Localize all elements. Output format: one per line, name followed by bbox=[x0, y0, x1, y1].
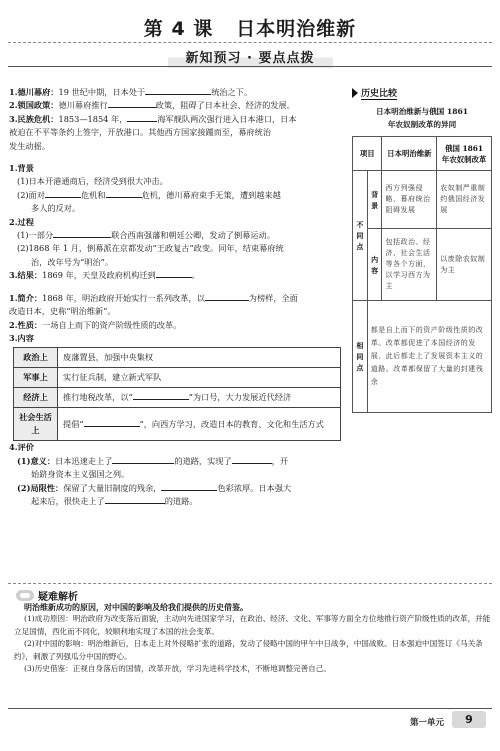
background-line-1: 1.德川幕府：19 世纪中期，日本处于 统治之下。 bbox=[9, 87, 253, 97]
intro-line: 1.简介：1868 年，明治政府开始实行一系列改革，以 为榜样，全面 bbox=[9, 292, 298, 303]
unit-label: 第一单元 bbox=[409, 718, 444, 728]
nature-line: 2.性质：一场自上而下的资产阶级性质的改革。 bbox=[9, 319, 182, 330]
comparison-table bbox=[352, 136, 492, 413]
sidebar-heading: 历史比较 bbox=[352, 86, 492, 100]
subheading-evaluation: 4.评价 bbox=[9, 442, 34, 453]
background-line-3: 3.民族危机：1853—1854 年， 海军舰队两次强行进入日本港口，日本 bbox=[9, 113, 297, 124]
answer-blank[interactable] bbox=[133, 391, 189, 400]
table-row: 军事上 实行征兵制，建立新式军队 bbox=[14, 368, 341, 388]
answer-blank[interactable] bbox=[161, 482, 217, 491]
answer-blank[interactable] bbox=[127, 113, 157, 122]
top-divider bbox=[8, 42, 492, 43]
text-line: 治，改年号为“明治”。 bbox=[31, 256, 114, 267]
reform-content-table bbox=[13, 347, 341, 441]
page-footer bbox=[0, 708, 500, 732]
text-line: (1)意义：日本迅速走上了 的道路，实现了 ，开 bbox=[17, 455, 289, 466]
analysis-paragraph: (3)历史借鉴：正视自身落后的国情，改革开放，学习先进科学技术，不断地调整完善自己。 bbox=[24, 664, 331, 674]
answer-blank[interactable] bbox=[53, 229, 111, 238]
table-row: 内容 包括政治、经济、社会生活等各个方面，以学习西方为主 以废除农奴制为主 bbox=[353, 229, 492, 301]
analysis-question: 明治维新成功的原因，对中国的影响及给我们提供的历史借鉴。 bbox=[24, 602, 248, 612]
text-line: (2)1868 年 1 月，倒幕派在京都发动“王政复古”政变。同年，结束幕府统 bbox=[17, 243, 284, 254]
text-line: 起来后，很快走上了 的道路。 bbox=[31, 495, 198, 506]
page-title: 第 4 课 日本明治维新 bbox=[143, 18, 357, 40]
table-row: 政治上 废藩置县，加强中央集权 bbox=[14, 348, 341, 368]
table-row: 项目 日本明治维新 俄国 1861 年农奴制改革 bbox=[353, 137, 492, 171]
text-line: 多人的反对。 bbox=[31, 203, 81, 214]
text-line: 被迫在不平等条约上签字，开放港口。其他西方国家接踵而至，幕府统治 bbox=[9, 127, 272, 138]
subheading-process: 2.过程 bbox=[9, 216, 34, 227]
table-row: 社会生活上 提倡“ ”，向西方学习，改造日本的教育、文化和生活方式 bbox=[14, 408, 341, 441]
table-row: 经济上 推行地税改革，以“ ”为口号，大力发展近代经济 bbox=[14, 388, 341, 408]
text-line: 发生动摇。 bbox=[9, 140, 50, 151]
page-number: 9 bbox=[452, 711, 486, 728]
analysis-paragraph: (1)成功原因：明治政府为改变落后面貌，主动向先进国家学习，在政治、经济、文化、军事等方面全方位地推行资产阶级性质的改革，并能立足国情，西化而不同化，较顺利地实现了本国的社会变革。 bbox=[14, 614, 491, 636]
text-line: 始跻身资本主义强国之列。 bbox=[31, 469, 130, 480]
subheading-content: 3.内容 bbox=[9, 332, 34, 343]
answer-blank[interactable] bbox=[106, 189, 142, 198]
answer-blank[interactable] bbox=[108, 99, 156, 108]
answer-blank[interactable] bbox=[205, 292, 249, 301]
answer-blank[interactable] bbox=[84, 418, 140, 427]
answer-blank[interactable] bbox=[45, 189, 81, 198]
answer-blank[interactable] bbox=[105, 495, 165, 504]
background-line-2: 2.锁国政策：德川幕府推行 政策，阻碍了日本社会、经济的发展。 bbox=[9, 100, 295, 111]
history-comparison-sidebar bbox=[352, 86, 492, 413]
speech-bubble-icon bbox=[16, 590, 34, 601]
text-line: (1)日本开港通商后，经济受到很大冲击。 bbox=[17, 176, 168, 187]
text-line: (2)面对 危机和 危机，德川幕府束手无策，遭到越来越 bbox=[17, 189, 281, 200]
section-heading: 新知预习 · 要点点拨 bbox=[168, 45, 333, 68]
analysis-paragraph: (2)对中国的影响：明治维新后，日本走上对外侵略扩张的道路，发动了侵略中国的甲午中日战争，中国战败。日本强迫中国签订《马关条约》，刺激了列强瓜分中国的野心。 bbox=[14, 639, 483, 661]
difficult-analysis-box bbox=[8, 583, 492, 697]
answer-blank[interactable] bbox=[145, 86, 211, 95]
answer-blank[interactable] bbox=[156, 269, 192, 278]
section-divider bbox=[8, 66, 492, 67]
text-line: 改造日本，史称“明治维新”。 bbox=[9, 306, 116, 317]
answer-blank[interactable] bbox=[112, 455, 174, 464]
triangle-marker-icon bbox=[352, 88, 358, 98]
table-row: 相同点 都是自上而下的资产阶级性质的改革。改革都促进了本国经济的发展，此后都走上了发展资本主义的道路。改革都保留了大量的封建残余 bbox=[353, 301, 492, 413]
result-line: 3.结果：1869 年，天皇及政府机构迁到 。 bbox=[9, 270, 200, 281]
main-column bbox=[9, 86, 345, 508]
sidebar-caption: 日本明治维新与俄国 1861 年农奴制改革的异同 bbox=[375, 107, 469, 129]
answer-blank[interactable] bbox=[232, 455, 272, 464]
text-line: (1)一部分 联合西南强藩和朝廷公卿，发动了倒幕运动。 bbox=[17, 230, 275, 241]
text-line: (2)局限性：保留了大量旧制度的残余， 色彩浓厚。日本强大 bbox=[17, 482, 292, 493]
table-row: 不同点 背景 西方列强侵略，幕府统治阻碍发展 农奴制严重制约俄国经济发展 bbox=[353, 171, 492, 229]
subheading-background: 1.背景 bbox=[9, 163, 34, 174]
analysis-heading: 疑难解析 bbox=[16, 588, 78, 603]
